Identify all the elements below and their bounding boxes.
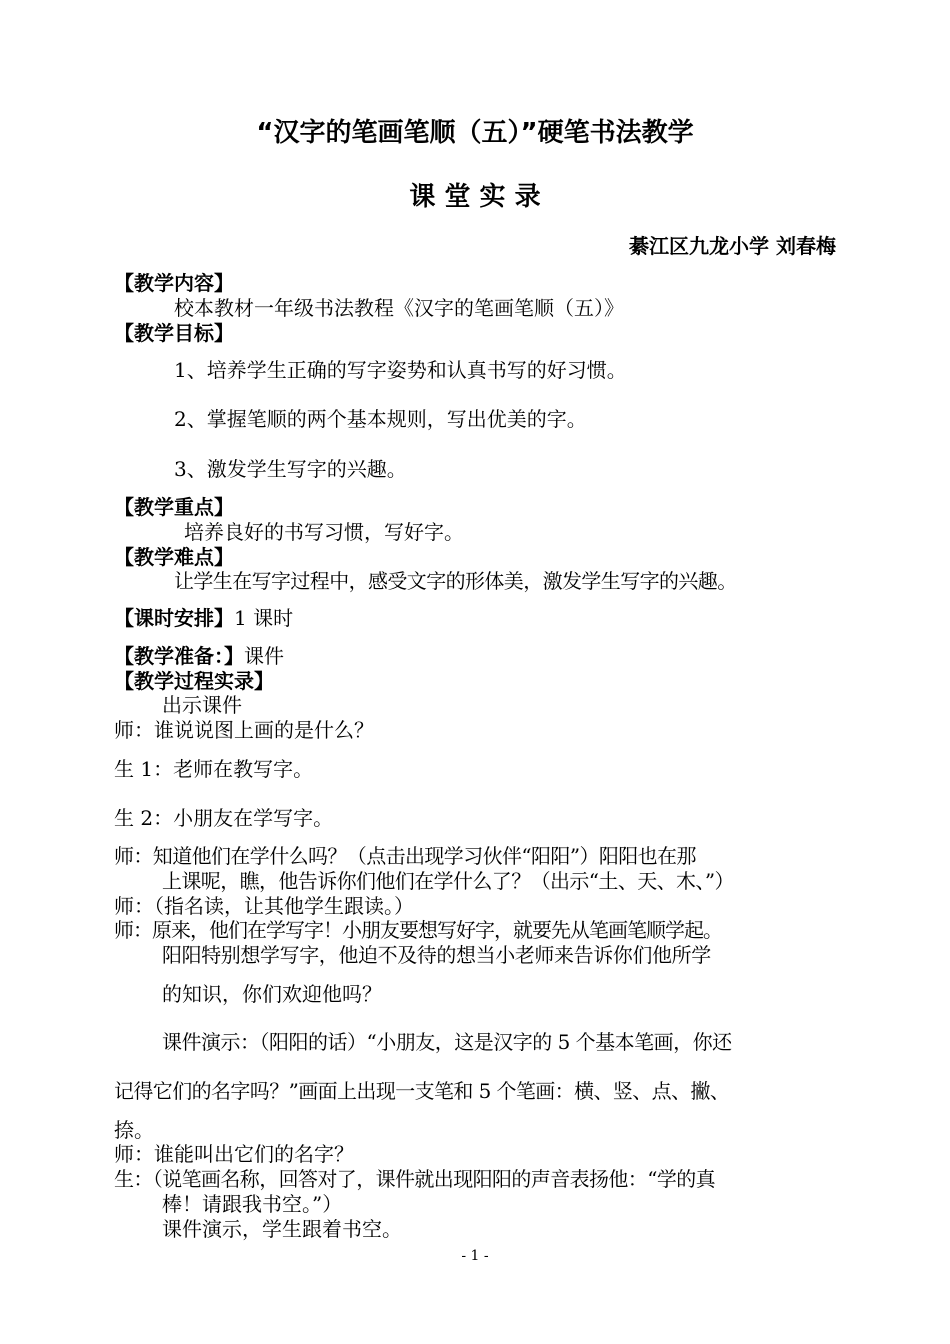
prep-text: 课件 <box>244 644 284 668</box>
transcript-line: 师：谁说说图上画的是什么？ <box>114 718 374 742</box>
document-title: “汉字的笔画笔顺（五）”硬笔书法教学 <box>256 118 694 148</box>
goal-item-1: 1、培养学生正确的写字姿势和认真书写的好习惯。 <box>174 358 627 382</box>
transcript-line: 上课呢，瞧，他告诉你们他们在学什么了？（出示“土、天、木、”） <box>162 869 734 893</box>
goal-item-2: 2、掌握笔顺的两个基本规则，写出优美的字。 <box>174 407 587 431</box>
transcript-line: 师：（指名读，让其他学生跟读。） <box>114 894 414 918</box>
transcript-line: 阳阳特别想学写字，他迫不及待的想当小老师来告诉你们他所学 <box>162 943 711 967</box>
transcript-line: 生 1：老师在教写字。 <box>114 757 314 781</box>
schedule-text: 1 课时 <box>234 606 294 630</box>
transcript-line: 课件演示：（阳阳的话）“小朋友，这是汉字的 5 个基本笔画，你还 <box>162 1030 732 1054</box>
transcript-line: 出示课件 <box>162 693 242 717</box>
prep-line <box>114 643 284 669</box>
content-text: 校本教材一年级书法教程《汉字的笔画笔顺（五）》 <box>174 296 624 320</box>
transcript-line: 生：（说笔画名称，回答对了，课件就出现阳阳的声音表扬他：“学的真 <box>114 1167 716 1191</box>
schedule-line <box>114 605 293 631</box>
transcript-line: 棒！请跟我书空。”） <box>162 1192 343 1216</box>
transcript-line: 师：谁能叫出它们的名字？ <box>114 1142 354 1166</box>
transcript-line: 课件演示，学生跟着书空。 <box>162 1217 402 1241</box>
difficulty-text: 让学生在写字过程中，感受文字的形体美，激发学生写字的兴趣。 <box>174 569 737 593</box>
transcript-line: 记得它们的名字吗？”画面上出现一支笔和 5 个笔画：横、竖、点、撇、 <box>114 1079 730 1103</box>
schedule-heading: 【课时安排】 <box>114 606 234 630</box>
process-heading: 【教学过程实录】 <box>114 669 274 693</box>
content-heading: 【教学内容】 <box>114 271 234 295</box>
difficulty-heading: 【教学难点】 <box>114 545 234 569</box>
transcript-line: 捺。 <box>114 1118 154 1142</box>
goal-item-3: 3、激发学生写字的兴趣。 <box>174 457 407 481</box>
focus-heading: 【教学重点】 <box>114 495 234 519</box>
focus-text: 培养良好的书写习惯，写好字。 <box>184 520 464 544</box>
transcript-line: 生 2：小朋友在学写字。 <box>114 806 334 830</box>
document-subtitle: 课 堂 实 录 <box>409 182 541 212</box>
transcript-line: 师：原来，他们在学写字！小朋友要想写好字，就要先从笔画笔顺学起。 <box>114 918 722 942</box>
author-line: 綦江区九龙小学 刘春梅 <box>629 234 836 258</box>
prep-heading: 【教学准备：】 <box>114 644 244 668</box>
transcript-line: 的知识，你们欢迎他吗？ <box>162 982 382 1006</box>
page-number: - 1 - <box>461 1248 489 1264</box>
goals-heading: 【教学目标】 <box>114 321 234 345</box>
transcript-line: 师：知道他们在学什么吗？（点击出现学习伙伴“阳阳”）阳阳也在那 <box>114 844 696 868</box>
